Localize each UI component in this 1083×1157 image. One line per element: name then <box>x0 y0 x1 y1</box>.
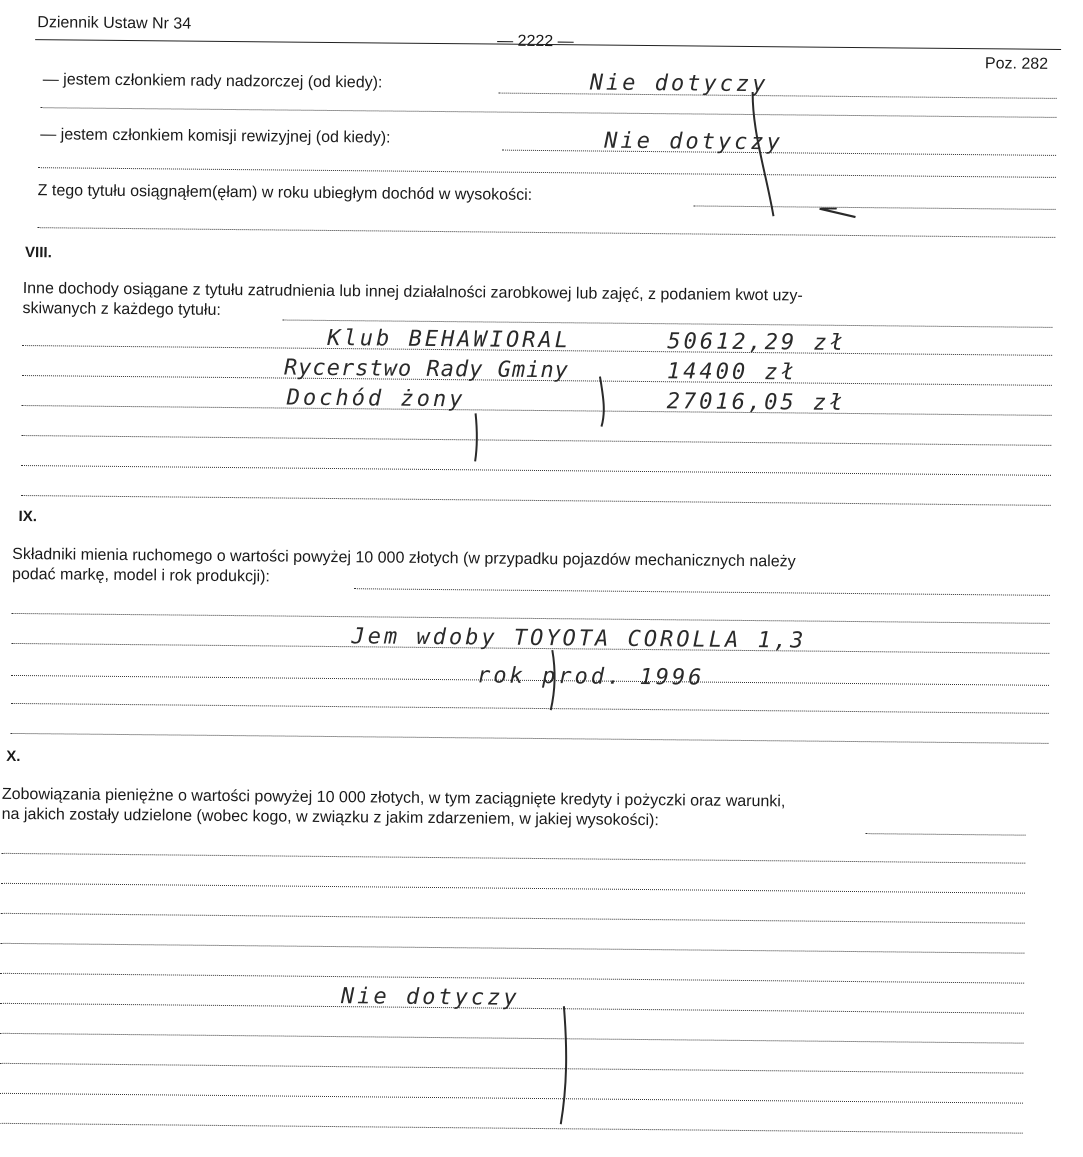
board-membership-label: — jestem członkiem rady nadzorczej (od kiedy): <box>42 71 383 92</box>
board-income-answer: — <box>821 192 841 223</box>
board-membership-answer: Nie dotyczy <box>589 70 769 98</box>
pen-stroke <box>551 650 555 710</box>
audit-membership-answer: Nie dotyczy <box>604 128 784 156</box>
board-income-label: Z tego tytułu osiągnąłem(ęłam) w roku ubiegłym dochód w wysokości: <box>37 182 533 204</box>
pen-stroke <box>475 413 477 461</box>
section-viii-heading: VIII. <box>25 244 52 262</box>
pen-stroke <box>751 92 774 216</box>
income-source-1: Klub BEHAWIORAL <box>327 325 572 354</box>
journal-title: Dziennik Ustaw Nr 34 <box>37 14 192 33</box>
page-number: — 2222 — <box>497 32 574 51</box>
liabilities-answer: Nie dotyczy <box>340 984 520 1011</box>
movable-asset-line2: rok prod. 1996 <box>476 663 705 691</box>
pen-stroke <box>819 209 855 217</box>
section-x-prompt-line1: Zobowiązania pieniężne o wartości powyżej 10 000 złotych, w tym zaciągnięte kredyty i pożyczki oraz warunki, <box>1 785 786 811</box>
section-x-heading: X. <box>6 747 21 766</box>
pen-stroke <box>561 1006 567 1124</box>
pen-stroke <box>599 377 604 427</box>
income-amount-1: 50612,29 zł <box>667 329 847 356</box>
audit-membership-label: — jestem członkiem komisji rewizyjnej (od kiedy): <box>40 126 391 147</box>
section-viii-prompt-line2: skiwanych z każdego tytułu: <box>22 300 221 319</box>
section-ix-prompt-line2: podać markę, model i rok produkcji): <box>11 565 270 586</box>
income-source-3: Dochód żony <box>286 385 466 413</box>
income-amount-3: 27016,05 zł <box>666 389 846 416</box>
income-source-2: Rycerstwo Rady Gminy <box>283 355 570 384</box>
section-ix-heading: IX. <box>18 507 37 526</box>
position-number: Poz. 282 <box>984 55 1049 73</box>
section-ix-prompt-line1: Składniki mienia ruchomego o wartości powyżej 10 000 złotych (w przypadku pojazdów mechanicznych należy <box>12 545 796 571</box>
section-viii-prompt-line1: Inne dochody osiągane z tytułu zatrudnienia lub innej działalności zarobkowej lub zajęć, z podaniem kwot uzy- <box>22 280 803 305</box>
income-amount-2: 14400 zł <box>666 359 798 386</box>
movable-asset-line1: Jem wdoby TOYOTA COROLLA 1,3 <box>351 624 807 654</box>
section-x-prompt-line2: na jakich zostały udzielone (wobec kogo, w związku z jakim zdarzeniem, w jakiej wysokości): <box>1 805 659 830</box>
